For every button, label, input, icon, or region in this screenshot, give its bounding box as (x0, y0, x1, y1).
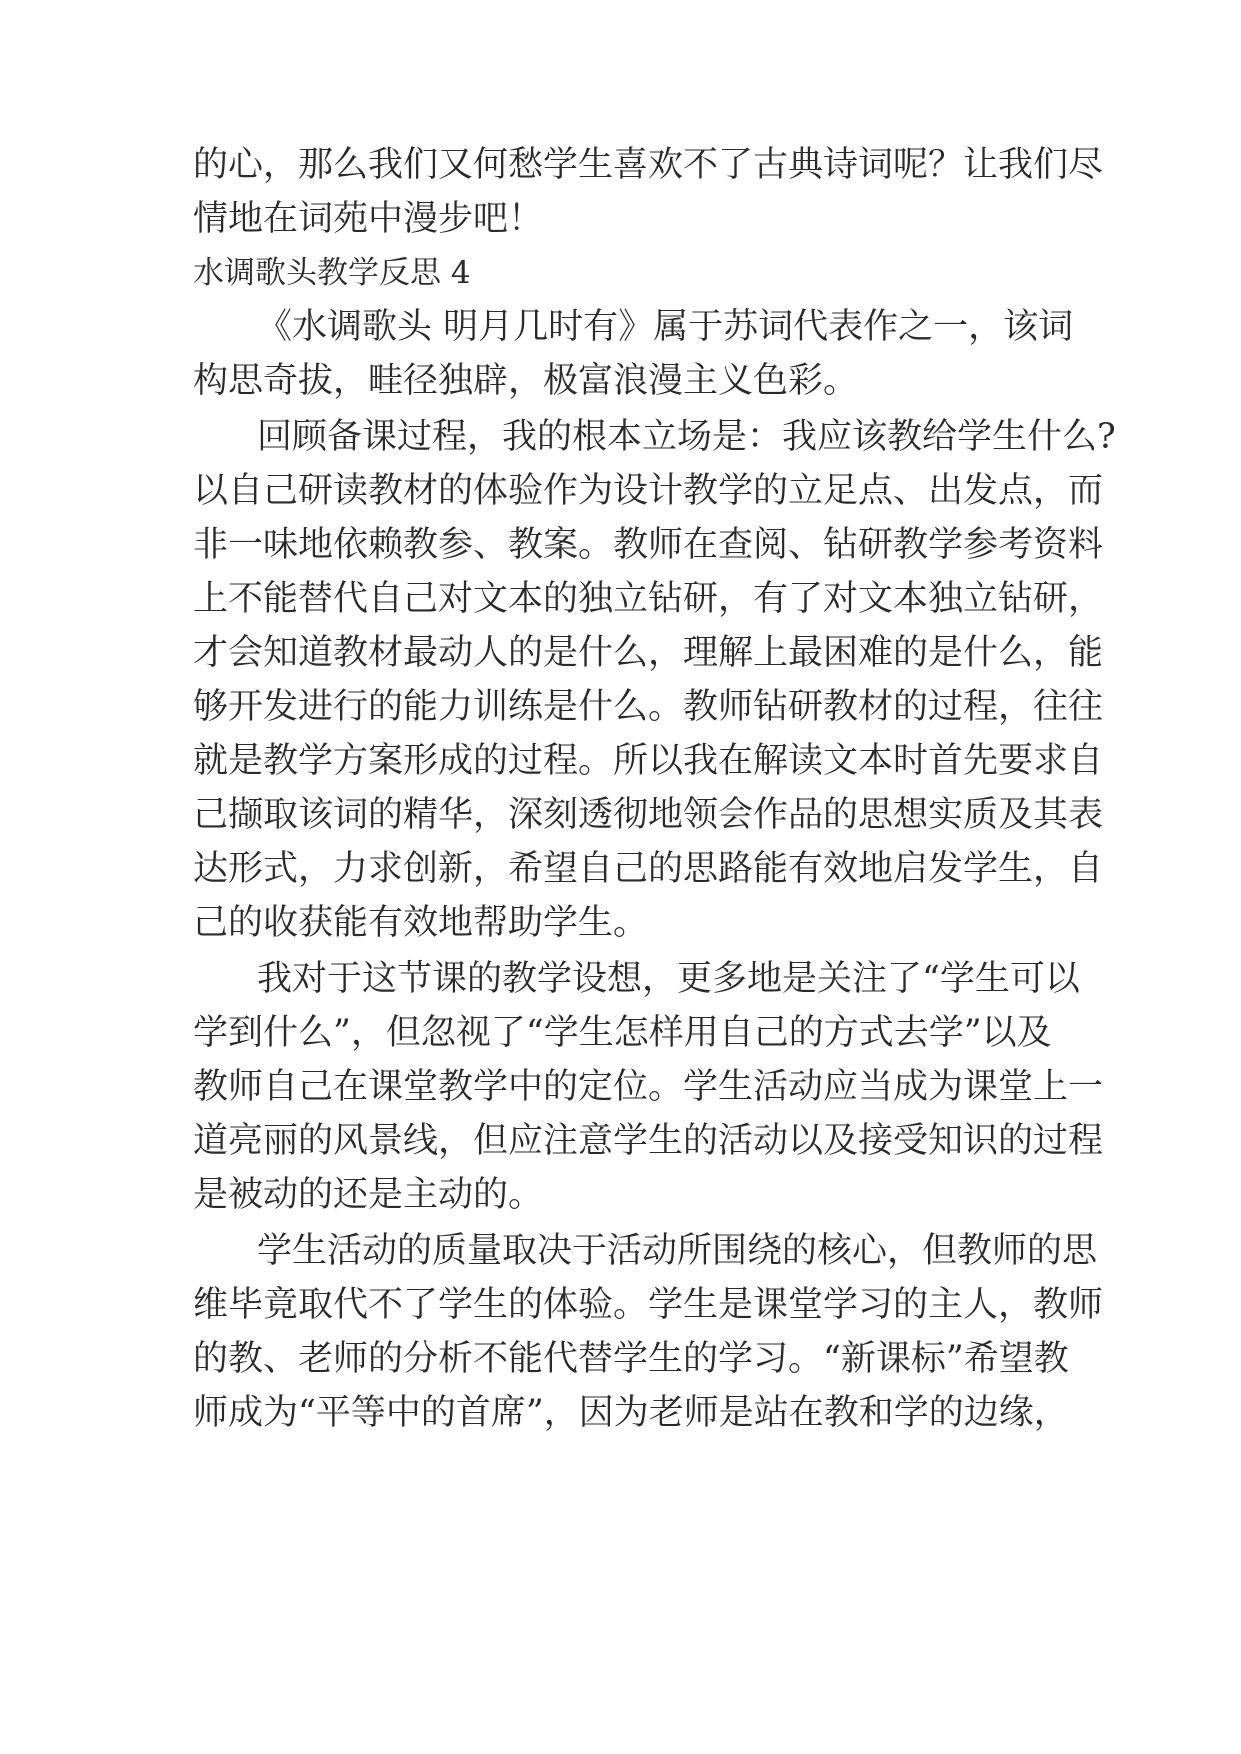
text-line: 回顾备课过程，我的根本立场是：我应该教给学生什么? (257, 417, 1116, 457)
text-line: 构思奇拔，畦径独辟，极富浪漫主义色彩。 (193, 361, 859, 401)
text-line: 学到什么”，但忽视了“学生怎样用自己的方式去学”以及 (193, 1013, 1052, 1053)
text-line: 以自己研读教材的体验作为设计教学的立足点、出发点，而 (193, 471, 1104, 511)
text-line: 学生活动的质量取决于活动所围绕的核心，但教师的思 (257, 1231, 1098, 1271)
text-line: 师成为“平等中的首席”，因为老师是站在教和学的边缘， (193, 1393, 1069, 1433)
text-line: 道亮丽的风景线，但应注意学生的活动以及接受知识的过程 (193, 1121, 1104, 1161)
text-line: 上不能替代自己对文本的独立钻研，有了对文本独立钻研， (193, 579, 1104, 619)
text-line: 就是教学方案形成的过程。所以我在解读文本时首先要求自 (193, 741, 1104, 781)
text-line: 情地在词苑中漫步吧！ (193, 199, 544, 239)
text-line: 是被动的还是主动的。 (193, 1175, 544, 1215)
text-line: 的心，那么我们又何愁学生喜欢不了古典诗词呢？让我们尽 (193, 145, 1104, 185)
text-line: 我对于这节课的教学设想，更多地是关注了“学生可以 (257, 959, 1080, 999)
section-title: 水调歌头教学反思 4 (193, 255, 471, 291)
text-line: 维毕竟取代不了学生的体验。学生是课堂学习的主人，教师 (193, 1285, 1104, 1325)
text-line: 己的收获能有效地帮助学生。 (193, 903, 649, 943)
text-line: 《水调歌头 明月几时有》属于苏词代表作之一，该词 (257, 307, 1074, 347)
text-line: 教师自己在课堂教学中的定位。学生活动应当成为课堂上一 (193, 1067, 1104, 1107)
text-line: 的教、老师的分析不能代替学生的学习。“新课标”希望教 (193, 1339, 1069, 1379)
text-line: 才会知道教材最动人的是什么，理解上最困难的是什么，能 (193, 633, 1104, 673)
text-line: 非一味地依赖教参、教案。教师在查阅、钻研教学参考资料 (193, 525, 1104, 565)
text-line: 达形式，力求创新，希望自己的思路能有效地启发学生，自 (193, 849, 1104, 889)
text-line: 够开发进行的能力训练是什么。教师钻研教材的过程，往往 (193, 687, 1104, 727)
text-line: 己撷取该词的精华，深刻透彻地领会作品的思想实质及其表 (193, 795, 1104, 835)
